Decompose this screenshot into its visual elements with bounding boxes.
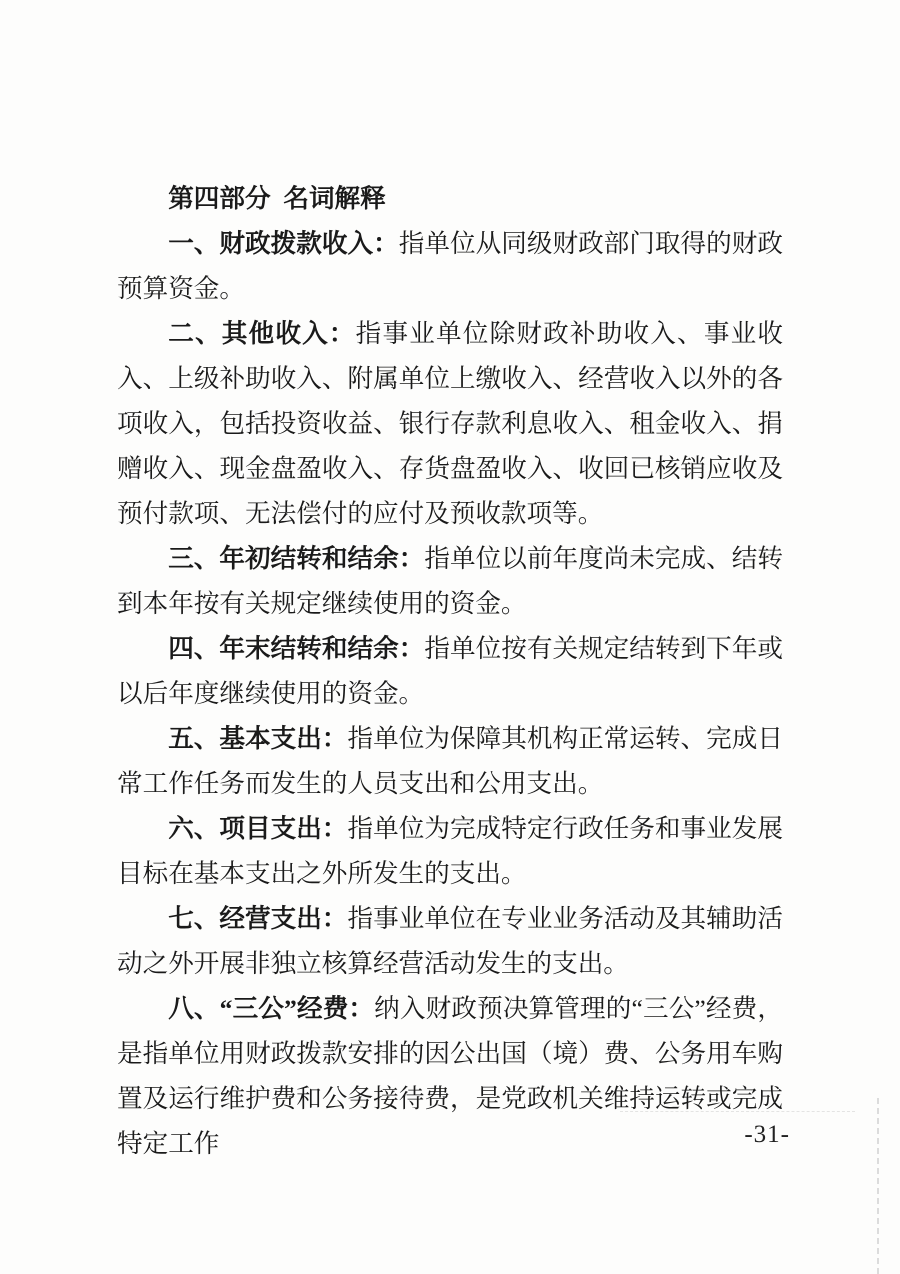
glossary-definition: 纳入财政预决算管理的“三公”经费，是指单位用财政拨款安排的因公出国（境）费、公务用车购置及运行维护费和公务接待费，是党政机关维持运转或完成特定工作 [117, 994, 783, 1158]
glossary-term: 五、基本支出： [168, 724, 348, 753]
glossary-definition: 指单位为保障其机构正常运转、完成日常工作任务而发生的人员支出和公用支出。 [117, 724, 783, 798]
glossary-term: 四、年末结转和结余： [168, 634, 425, 663]
glossary-term: 三、年初结转和结余： [168, 544, 425, 573]
glossary-paragraph [117, 536, 783, 626]
glossary-term: 六、项目支出： [168, 814, 348, 843]
glossary-definition: 指事业单位在专业业务活动及其辅助活动之外开展非独立核算经营活动发生的支出。 [117, 904, 783, 978]
glossary-definition: 指事业单位除财政补助收入、事业收入、上级补助收入、附属单位上缴收入、经营收入以外的各项收入，包括投资收益、银行存款利息收入、租金收入、捐赠收入、现金盘盈收入、存货盘盈收入、收回已核销应收及预付款项、无法偿付的应付及预收款项等。 [117, 319, 783, 528]
glossary-paragraph [117, 221, 783, 311]
glossary-term: 二、其他收入： [168, 319, 356, 348]
page-number: -31- [744, 1121, 790, 1148]
glossary-definition: 指单位按有关规定结转到下年或以后年度继续使用的资金。 [117, 634, 783, 708]
glossary-paragraph [117, 806, 783, 896]
scan-noise-artifact [620, 1111, 855, 1112]
glossary-definition: 指单位以前年度尚未完成、结转到本年按有关规定继续使用的资金。 [117, 544, 783, 618]
document-body [117, 176, 783, 1166]
glossary-paragraph [117, 311, 783, 536]
glossary-term: 八、“三公”经费： [168, 994, 375, 1023]
glossary-paragraph [117, 626, 783, 716]
glossary-paragraph [117, 986, 783, 1166]
glossary-term: 一、财政拨款收入： [168, 229, 399, 258]
glossary-definition: 指单位为完成特定行政任务和事业发展目标在基本支出之外所发生的支出。 [117, 814, 783, 888]
glossary-paragraph [117, 896, 783, 986]
glossary-term: 七、经营支出： [168, 904, 348, 933]
scan-edge-artifact [877, 1098, 879, 1274]
glossary-definition: 指单位从同级财政部门取得的财政预算资金。 [117, 229, 783, 303]
glossary-paragraph [117, 716, 783, 806]
section-heading: 第四部分 名词解释 [168, 184, 386, 213]
